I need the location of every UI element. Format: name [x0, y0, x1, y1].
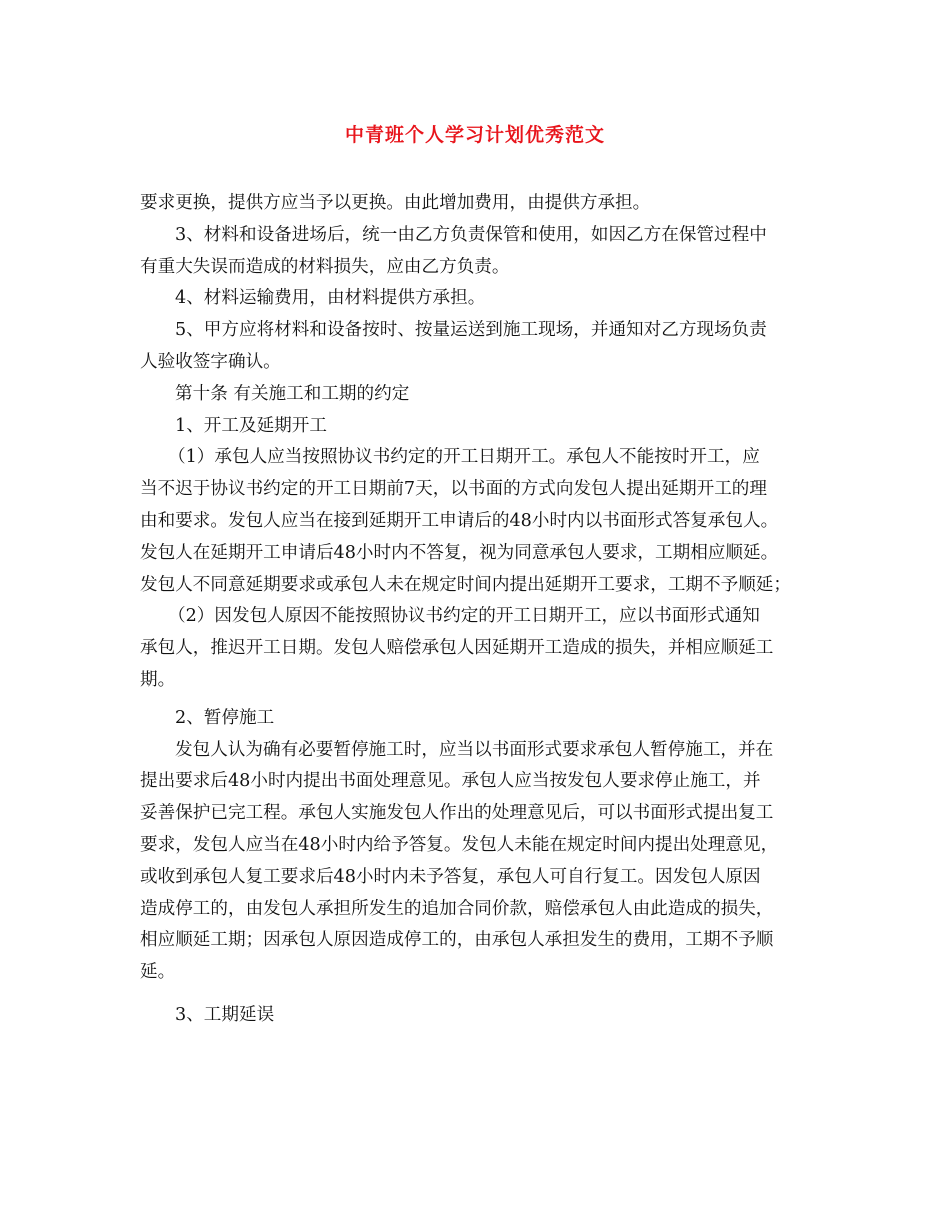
paragraph-line: 人验收签字确认。 — [140, 351, 281, 372]
paragraph-line: 延。 — [140, 962, 176, 983]
paragraph-line: 有重大失误而造成的材料损失，应由乙方负责。 — [140, 256, 510, 277]
section-heading: 第十条 有关施工和工期的约定 — [175, 383, 410, 404]
paragraph-line: 提出要求后48小时内提出书面处理意见。承包人应当按发包人要求停止施工，并 — [140, 771, 761, 792]
paragraph-line: （1）承包人应当按照协议书约定的开工日期开工。承包人不能按时开工，应 — [168, 447, 760, 468]
paragraph-line: 当不迟于协议书约定的开工日期前7天，以书面的方式向发包人提出延期开工的理 — [140, 479, 767, 500]
subsection-heading: 2、暂停施工 — [175, 707, 275, 728]
paragraph-line: 由和要求。发包人应当在接到延期开工申请后的48小时内以书面形式答复承包人。 — [140, 510, 779, 531]
paragraph-line: 发包人在延期开工申请后48小时内不答复，视为同意承包人要求，工期相应顺延。 — [140, 542, 779, 563]
paragraph-line: 期。 — [140, 669, 176, 690]
subsection-heading: 1、开工及延期开工 — [175, 415, 327, 436]
paragraph-line: 或收到承包人复工要求后48小时内未予答复，承包人可自行复工。因发包人原因 — [140, 866, 761, 887]
subsection-heading: 3、工期延误 — [175, 1004, 275, 1025]
paragraph-line: 要求，发包人应当在48小时内给予答复。发包人未能在规定时间内提出处理意见， — [140, 834, 779, 855]
paragraph-line: 承包人，推迟开工日期。发包人赔偿承包人因延期开工造成的损失，并相应顺延工 — [140, 638, 774, 659]
paragraph-line: 3、材料和设备进场后，统一由乙方负责保管和使用，如因乙方在保管过程中 — [175, 224, 767, 245]
paragraph-line: 5、甲方应将材料和设备按时、按量运送到施工现场，并通知对乙方现场负责 — [175, 320, 767, 341]
paragraph-line: 发包人不同意延期要求或承包人未在规定时间内提出延期开工要求，工期不予顺延； — [140, 574, 791, 595]
paragraph-line: 相应顺延工期；因承包人原因造成停工的，由承包人承担发生的费用，工期不予顺 — [140, 930, 774, 951]
document-body — [140, 188, 820, 1032]
paragraph-line: （2）因发包人原因不能按照协议书约定的开工日期开工，应以书面形式通知 — [168, 606, 760, 627]
paragraph-line: 4、材料运输费用，由材料提供方承担。 — [175, 288, 486, 309]
paragraph-line: 妥善保护已完工程。承包人实施发包人作出的处理意见后，可以书面形式提出复工 — [140, 803, 774, 824]
paragraph-line: 要求更换，提供方应当予以更换。由此增加费用，由提供方承担。 — [140, 193, 651, 213]
paragraph-line: 造成停工的，由发包人承担所发生的追加合同价款，赔偿承包人由此造成的损失， — [140, 898, 774, 919]
paragraph-line: 发包人认为确有必要暂停施工时，应当以书面形式要求承包人暂停施工，并在 — [175, 739, 774, 760]
document-title: 中青班个人学习计划优秀范文 — [344, 124, 605, 146]
